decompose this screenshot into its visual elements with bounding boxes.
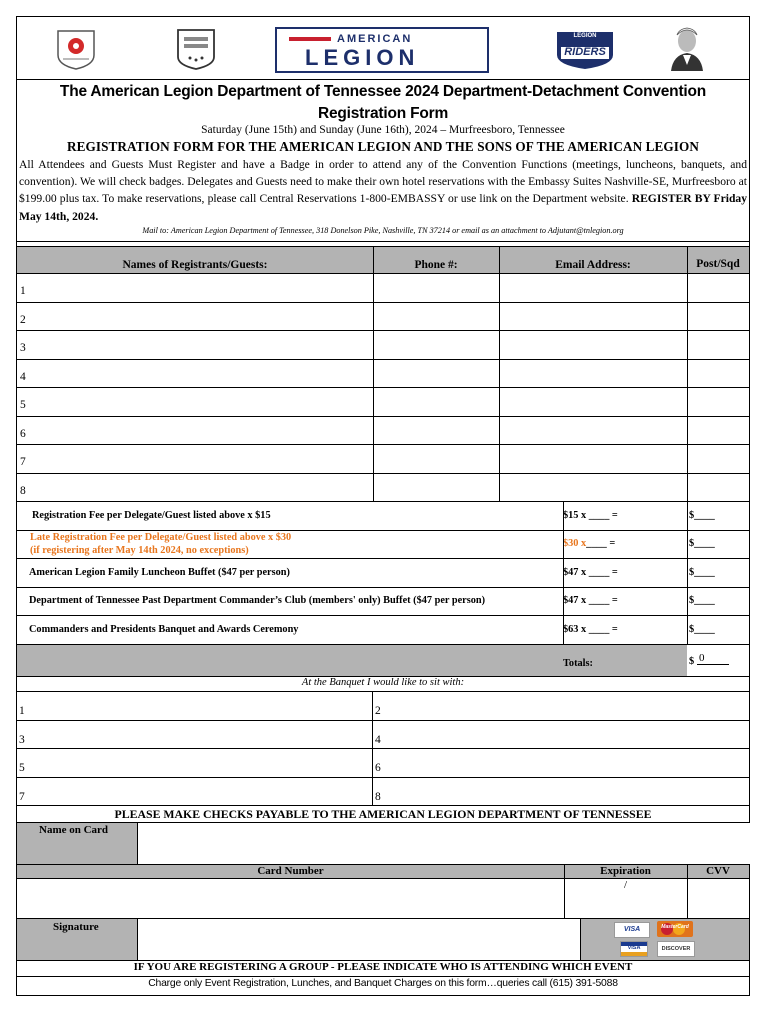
- registrant-post-input[interactable]: [688, 360, 748, 387]
- totals-label: Totals:: [563, 658, 593, 669]
- late-fee-note: (if registering after May 14th 2024, no exceptions): [30, 545, 249, 556]
- fee-price: $15: [563, 510, 579, 521]
- seat-number: 4: [375, 733, 381, 746]
- divider: [17, 241, 749, 242]
- fee-calc: [563, 510, 618, 521]
- name-on-card-input[interactable]: [137, 823, 750, 864]
- logo-bottom-text: LEGION: [305, 45, 420, 70]
- fee-total[interactable]: $____: [689, 510, 715, 521]
- registrant-phone-input[interactable]: [374, 445, 498, 472]
- col-post-header: Post/Sqd: [696, 258, 740, 270]
- mastercard-icon: [657, 921, 693, 937]
- divider: [17, 530, 749, 531]
- seat-number: 8: [375, 790, 381, 803]
- divider: [687, 501, 688, 644]
- intro-text: All Attendees and Guests Must Register and have a Badge in order to attend any of the Convention Functions (meetings, luncheons, banquets, and convention). We will check badges. Delegates and Guests need to make their own hotel reservations with the Embassy Suites Nashville-SE, Murfreesboro at $199.00 plus tax. To make reservations, please call Central Reservations 1-800-EMBASSY or use link on the Department website.: [19, 158, 747, 206]
- registrant-post-input[interactable]: [688, 303, 748, 330]
- registrant-row-number: 4: [20, 370, 26, 383]
- registrant-name-input[interactable]: [31, 303, 372, 330]
- expiration-label: Expiration: [600, 865, 651, 877]
- seat-number: 6: [375, 762, 381, 774]
- registrant-email-input[interactable]: [500, 474, 686, 501]
- fee-calc: [563, 595, 618, 606]
- name-on-card-label: Name on Card: [39, 824, 109, 836]
- fee-calc: [563, 567, 618, 578]
- logo-top-text: AMERICAN: [337, 33, 413, 45]
- event-dates: Saturday (June 15th) and Sunday (June 16th), 2024 – Murfreesboro, Tennessee: [201, 124, 565, 136]
- late-fee-label: Late Registration Fee per Delegate/Guest listed above x $30: [30, 532, 292, 543]
- seat-input[interactable]: [385, 721, 747, 748]
- divider: [17, 805, 749, 806]
- form-title: The American Legion Department of Tennessee 2024 Department-Detachment Convention: [59, 83, 707, 100]
- sons-of-legion-badge-logo: [175, 27, 217, 71]
- registrant-name-input[interactable]: [31, 274, 372, 301]
- fee-price: $63: [563, 624, 579, 635]
- registration-form: [16, 16, 750, 996]
- registrant-name-input[interactable]: [31, 474, 372, 501]
- divider: [373, 246, 374, 501]
- registrant-row-number: 7: [20, 456, 26, 468]
- cvv-label: CVV: [706, 865, 730, 877]
- fee-calc-text: x ____ =: [578, 624, 618, 635]
- card-number-input[interactable]: [18, 879, 563, 917]
- visa-icon: VISA: [614, 922, 650, 938]
- seat-input[interactable]: [29, 749, 371, 776]
- col-phone-header: Phone #:: [414, 259, 458, 271]
- seat-input[interactable]: [385, 778, 747, 805]
- divider: [17, 615, 749, 616]
- mastercard-text: MasterCard: [661, 924, 689, 930]
- registrant-row-number: 3: [20, 342, 26, 354]
- divider: [687, 246, 688, 501]
- registrant-email-input[interactable]: [500, 445, 686, 472]
- seat-input[interactable]: [385, 749, 747, 776]
- fee-label: Commanders and Presidents Banquet and Awards Ceremony: [29, 624, 299, 635]
- fee-calc: [563, 624, 618, 635]
- col-email-header: Email Address:: [555, 259, 631, 271]
- fee-label: Registration Fee per Delegate/Guest listed above x $15: [32, 510, 271, 521]
- registrant-row-number: 1: [20, 285, 26, 297]
- totals-row: [17, 644, 749, 676]
- cvv-input[interactable]: [688, 879, 748, 917]
- form-subtitle: Registration Form: [317, 105, 449, 122]
- divider: [17, 246, 749, 247]
- fee-total[interactable]: $____: [689, 595, 715, 606]
- seat-number: 3: [19, 733, 25, 746]
- registrant-phone-input[interactable]: [374, 360, 498, 387]
- fee-calc-text: ____ =: [586, 538, 616, 549]
- legion-riders-logo: [555, 29, 615, 71]
- registrant-row-number: 6: [20, 427, 26, 440]
- divider: [17, 501, 749, 502]
- registrant-phone-input[interactable]: [374, 303, 498, 330]
- signature-input[interactable]: [137, 919, 581, 960]
- fee-total[interactable]: $____: [689, 567, 715, 578]
- divider: [17, 644, 749, 645]
- fee-label: American Legion Family Luncheon Buffet ($47 per person): [29, 567, 290, 578]
- visa-gold-text: VISA: [627, 945, 641, 951]
- registrant-name-input[interactable]: [31, 388, 372, 415]
- fee-total[interactable]: $____: [689, 624, 715, 635]
- registrant-row-number: 2: [20, 313, 26, 326]
- intro-paragraph: [19, 156, 747, 225]
- registrant-phone-input[interactable]: [374, 417, 498, 444]
- charge-note: Charge only Event Registration, Lunches, and Banquet Charges on this form…queries call (615) 391-5088: [148, 978, 618, 989]
- fee-total[interactable]: $____: [689, 538, 715, 549]
- registrant-phone-input[interactable]: [374, 274, 498, 301]
- registrant-post-input[interactable]: [688, 274, 748, 301]
- registrant-phone-input[interactable]: [374, 474, 498, 501]
- registrant-post-input[interactable]: [688, 388, 748, 415]
- registrant-email-input[interactable]: [500, 303, 686, 330]
- form-heading: REGISTRATION FORM FOR THE AMERICAN LEGION AND THE SONS OF THE AMERICAN LEGION: [66, 139, 699, 154]
- divider: [17, 976, 749, 977]
- registrant-name-input[interactable]: [31, 360, 372, 387]
- mail-instructions: Mail to: American Legion Department of Tennessee, 318 Donelson Pike, Nashville, TN 37214 or email as an attachment to Adjutant@tnlegion.org: [142, 226, 624, 235]
- seat-number: 7: [19, 790, 25, 803]
- registrant-post-input[interactable]: [688, 445, 748, 472]
- divider: [499, 246, 500, 501]
- registrant-row-number: 8: [20, 484, 26, 497]
- fee-label: Department of Tennessee Past Department Commander’s Club (members' only) Buffet ($47 per person): [29, 595, 486, 606]
- auxiliary-emblem-logo: [55, 27, 97, 71]
- registrant-name-input[interactable]: [31, 445, 372, 472]
- divider: [372, 691, 373, 805]
- fee-calc-text: x ____ =: [578, 510, 618, 521]
- logo-row: [17, 17, 749, 77]
- expiration-input[interactable]: /: [623, 879, 628, 891]
- registrant-email-input[interactable]: [500, 417, 686, 444]
- logo-stripe: [289, 37, 331, 41]
- divider: [17, 558, 749, 559]
- fee-calc: [563, 538, 615, 549]
- totals-currency: $: [689, 656, 695, 667]
- american-legion-logo: [275, 27, 489, 73]
- seat-input[interactable]: [29, 721, 371, 748]
- registrant-post-input[interactable]: [688, 474, 748, 501]
- riders-top-text: LEGION: [573, 33, 597, 39]
- group-note: IF YOU ARE REGISTERING A GROUP - PLEASE INDICATE WHO IS ATTENDING WHICH EVENT: [133, 961, 633, 973]
- registrant-post-input[interactable]: [688, 417, 748, 444]
- checks-payable: PLEASE MAKE CHECKS PAYABLE TO THE AMERICAN LEGION DEPARTMENT OF TENNESSEE: [114, 807, 652, 821]
- banquet-caption: At the Banquet I would like to sit with:: [301, 677, 465, 688]
- fee-price: $30 x: [563, 538, 587, 549]
- discover-icon: DISCOVER: [657, 941, 695, 957]
- card-number-label: Card Number: [257, 865, 324, 877]
- registrant-phone-input[interactable]: [374, 388, 498, 415]
- divider: [17, 79, 749, 80]
- register-by-deadline: REGISTER BY Friday May 14th, 2024.: [19, 192, 747, 223]
- registrant-name-input[interactable]: [31, 331, 372, 358]
- seat-number: 1: [19, 705, 25, 717]
- registrant-row-number: 5: [20, 399, 26, 411]
- fee-price: $47: [563, 567, 579, 578]
- divider: [17, 587, 749, 588]
- portrait-image: [669, 25, 705, 71]
- seat-number: 5: [19, 762, 25, 774]
- fee-calc-text: x ____ =: [578, 595, 618, 606]
- seat-number: 2: [375, 705, 381, 717]
- registrant-post-input[interactable]: [688, 331, 748, 358]
- seat-input[interactable]: [29, 778, 371, 805]
- registrant-email-input[interactable]: [500, 360, 686, 387]
- totals-value[interactable]: 0: [697, 652, 729, 665]
- riders-main-text: RIDERS: [564, 46, 606, 58]
- registrant-email-input[interactable]: [500, 331, 686, 358]
- seat-input[interactable]: [29, 692, 371, 719]
- fee-calc-text: x ____ =: [578, 567, 618, 578]
- registrant-email-input[interactable]: [500, 274, 686, 301]
- visa-gold-icon: [620, 941, 648, 957]
- registrant-name-input[interactable]: [31, 417, 372, 444]
- col-names-header: Names of Registrants/Guests:: [122, 259, 268, 271]
- seat-input[interactable]: [385, 692, 747, 719]
- divider: [563, 501, 564, 644]
- registrant-phone-input[interactable]: [374, 331, 498, 358]
- registrant-email-input[interactable]: [500, 388, 686, 415]
- fee-price: $47: [563, 595, 579, 606]
- signature-label: Signature: [53, 921, 99, 933]
